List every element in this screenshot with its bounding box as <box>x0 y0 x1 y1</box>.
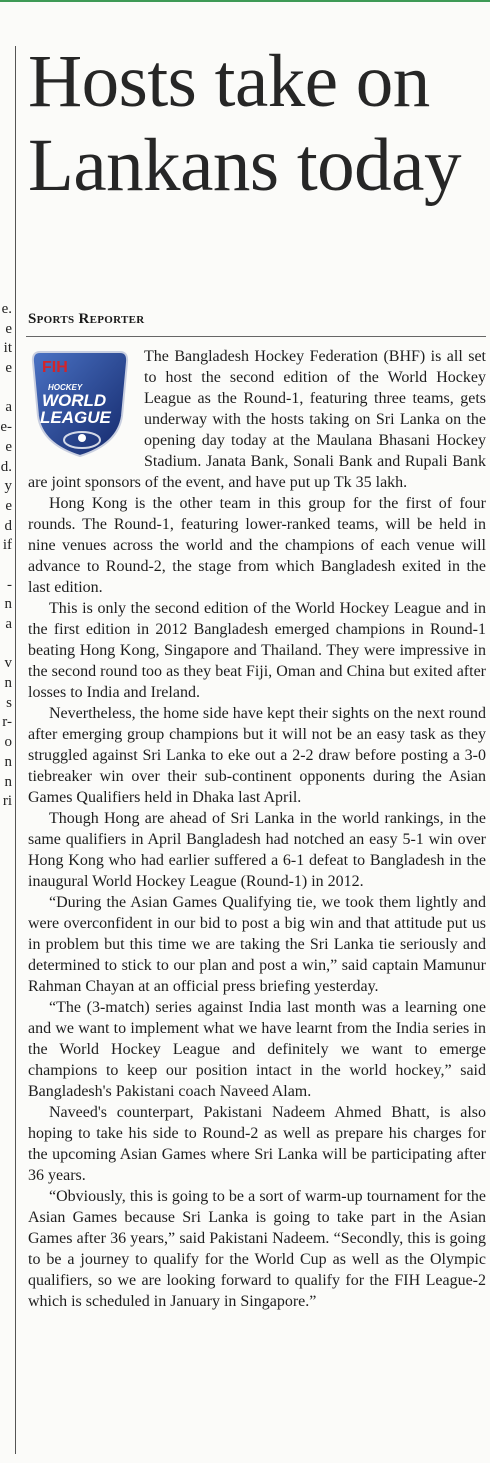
fragment-line: n <box>4 773 12 790</box>
article-paragraph: This is only the second edition of the World Hockey League and in the first edition in 2012 Bangladesh emerged champions in Round-1 beating Hong Kong, Singapore and Thailand. They were impressive in the second round too as they beat Fiji, Oman and China but exited after losses to India and Ireland. <box>28 600 486 701</box>
fragment-line: if <box>2 537 12 554</box>
column-rule <box>15 46 16 1454</box>
fragment-line: v <box>4 655 12 672</box>
logo-line2: WORLD <box>42 391 107 410</box>
top-border <box>0 0 490 2</box>
fragment-line: it <box>3 340 12 357</box>
fragment-line: e <box>5 497 12 514</box>
fragment-line: o <box>4 734 12 751</box>
world-hockey-league-logo <box>26 346 134 458</box>
fragment-line: e <box>5 320 12 337</box>
headline: Hosts take on Lankans today <box>28 40 461 207</box>
article-paragraph: Hong Kong is the other team in this group for the first of four rounds. The Round-1, featuring lower-ranked teams, will be held in nine venues across the world and the champions of each venue will advance to Round-2, the stage from which Bangladesh exited in the last edition. <box>28 495 486 596</box>
fragment-line: ri <box>2 793 12 810</box>
fragment-line <box>0 379 12 399</box>
fragment-line: e. <box>1 301 12 317</box>
article-paragraph: “The (3-match) series against India last month was a learning one and we want to implement what we have learnt from the India series in the World Hockey League and definitely we want to emerge champions to keep our position intact in the world hockey,” said Bangladesh's Pakistani coach Naveed Alam. <box>28 999 486 1100</box>
logo-line1: HOCKEY <box>48 383 83 392</box>
fragment-line: y <box>4 478 12 495</box>
adjacent-column-fragment <box>0 300 12 812</box>
fragment-line: e <box>5 360 12 377</box>
article-paragraph: Nevertheless, the home side have kept their sights on the next round after emerging group champions but it will not be an easy task as they struggled against Sri Lanka to eke out a 2-2 draw before posting a 3-0 tiebreaker win over their sub-continent opponents during the Asian Games Qualifiers held in Dhaka last April. <box>28 705 486 806</box>
article-paragraph: “Obviously, this is going to be a sort of warm-up tournament for the Asian Games because Sri Lanka is going to take part in the Asian Games after 36 years,” said Pakistani Nadeem. “Secondly, this is going to be a journey to qualify for the World Cup as well as the Olympic qualifiers, so we are looking forward to qualify for the FIH League-2 which is scheduled in January in Singapore.” <box>28 1188 486 1310</box>
fragment-line: n <box>4 675 12 692</box>
article-paragraph: Naveed's counterpart, Pakistani Nadeem Ahmed Bhatt, is also hoping to take his side to Round-2 as well as prepare his charges for the upcoming Asian Games where Sri Lanka will be participating after 36 years. <box>28 1104 486 1184</box>
logo-brand: FIH <box>42 359 68 376</box>
fragment-line <box>0 635 12 655</box>
article-body <box>28 346 486 1312</box>
fragment-line <box>0 556 12 576</box>
article-paragraph: “During the Asian Games Qualifying tie, we took them lightly and were overconfident in our bid to post a big win and that attitude put us in problem but this time we are taking the Sri Lanka tie seriously and determined to stick to our plan and post a win,” said captain Mamunur Rahman Chayan at an official press briefing yesterday. <box>28 894 486 995</box>
article-paragraph: Though Hong are ahead of Sri Lanka in the world rankings, in the same qualifiers in April Bangladesh had notched an easy 5-1 win over Hong Kong who had earlier suffered a 6-1 defeat to Bangladesh in the inaugural World Hockey League (Round-1) in 2012. <box>28 810 486 890</box>
article-paragraph: The Bangladesh Hockey Federation (BHF) is all set to host the second edition of the World Hockey League as the Round-1, featuring three teams, gets underway with the hosts taking on Sri Lanka on the opening day today at the Maulana Bhasani Hockey Stadium. Janata Bank, Sonali Bank and Rupali Bank are joint sponsors of the event, and have put up Tk 35 lakh. <box>28 348 486 491</box>
fragment-line: r- <box>2 714 12 731</box>
fragment-line: - <box>7 576 12 593</box>
fragment-line: d. <box>0 458 12 475</box>
fragment-line: n <box>4 596 12 613</box>
fragment-line: d <box>4 517 12 534</box>
fragment-line: a <box>5 616 12 632</box>
fragment-line: e- <box>0 419 12 436</box>
logo-line3: LEAGUE <box>40 408 111 427</box>
fragment-line: n <box>4 753 12 770</box>
fragment-line: s <box>6 694 12 711</box>
byline-divider <box>26 336 486 337</box>
fragment-line: a <box>5 399 12 416</box>
byline: Sports Reporter <box>28 311 145 327</box>
fragment-line: e <box>5 438 12 455</box>
